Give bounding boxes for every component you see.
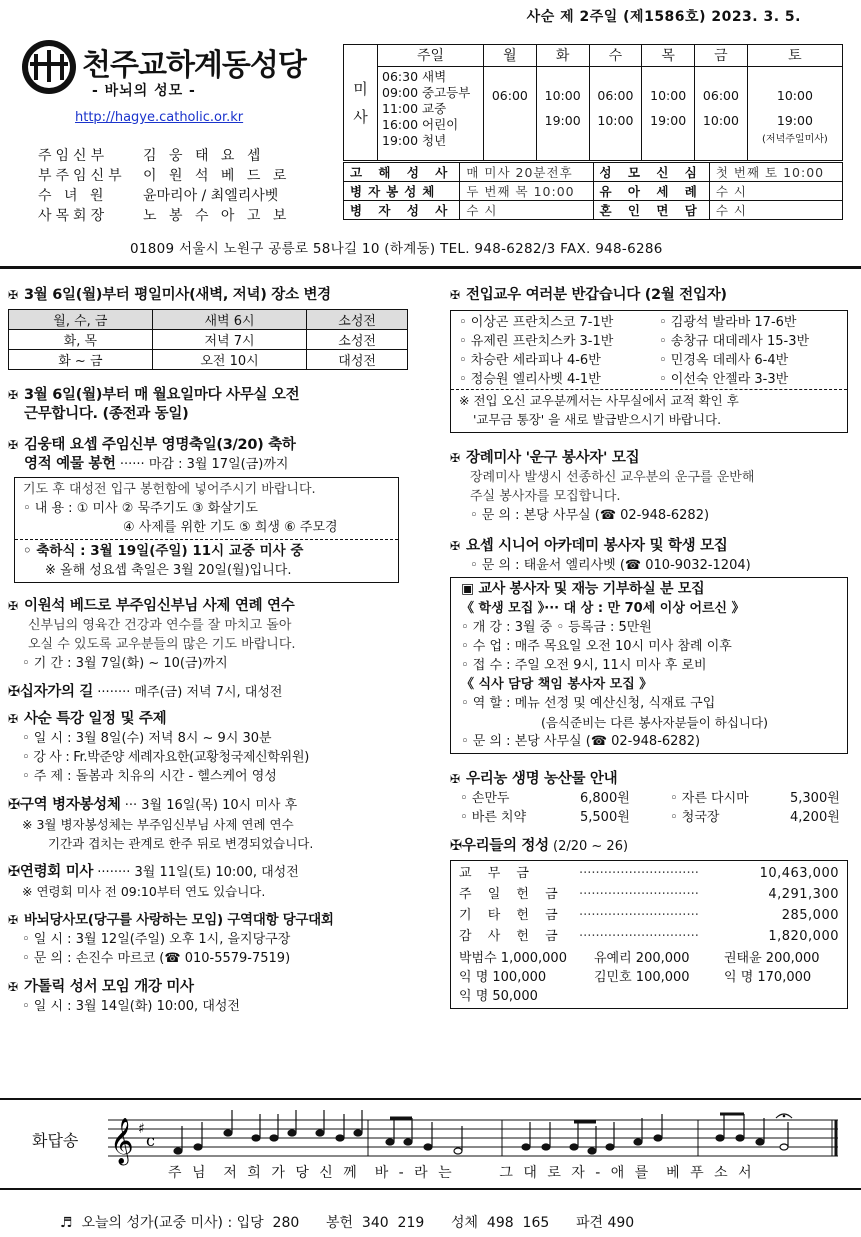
section-title: ✠ 전입교우 여러분 반갑습니다 (2월 전입자) bbox=[450, 287, 727, 303]
section-title: ✠ 우리농 생명 농산물 안내 bbox=[450, 771, 618, 787]
left-column bbox=[8, 286, 413, 1016]
text-line: 주실 봉사자를 모집합니다. bbox=[470, 489, 621, 504]
text-line: 기간과 겹치는 관계로 한주 뒤로 변경되었습니다. bbox=[48, 836, 314, 851]
staff-row bbox=[38, 165, 328, 185]
day-header: 금 bbox=[695, 45, 748, 67]
text-line: 신부님의 영육간 건강과 연수를 잘 마치고 돌아 bbox=[28, 618, 292, 633]
newcomers-box: ◦ 이상곤 프란치스코 7-1반 ◦ 김광석 발라바 17-6반 ◦ 유제린 프란치스카 3-1반 ◦ 송창규 대데레사 15-3반 ◦ 차승란 세라피나 4-6반 ◦ 민경옥 데레사 6-4반 ◦ 정승원 엘리사벳 4-1반 ◦ 이선숙 안젤라 3-3반 ※ 전입 오신 교우분께서는 사무실에서 교적 확인 후 '교무금 통장' 을 새로 발급받으시기 바랍니다. bbox=[450, 310, 848, 433]
cross-bullet-icon: ✠ bbox=[8, 438, 18, 452]
right-column bbox=[450, 286, 855, 1009]
text-line: 장례미사 발생시 선종하신 교우분의 운구를 운반해 bbox=[470, 470, 755, 485]
text-line: ◦ 문 의 : 본당 사무실 (☎ 02-948-6282) bbox=[470, 508, 710, 523]
friday-times: 06:00 10:00 bbox=[695, 67, 748, 161]
section-title: ✠우리들의 정성 (2/20 ~ 26) bbox=[450, 838, 629, 854]
svg-text:c: c bbox=[146, 1131, 155, 1150]
text-line: ※ 3월 병자봉성체는 부주임신부님 사제 연례 연수 bbox=[22, 817, 294, 832]
text-line: ◦ 주 제 : 돌봄과 치유의 시간 - 헬스케어 영성 bbox=[22, 769, 277, 784]
music-staff bbox=[108, 1110, 843, 1166]
section-title-cont: 영적 예물 봉헌 ······ 마감 : 3월 17일(금)까지 bbox=[24, 456, 289, 472]
psalm-response-section bbox=[0, 1098, 861, 1190]
day-header: 토 bbox=[747, 45, 842, 67]
section-title: ✠십자가의 길 ········ 매주(금) 저녁 7시, 대성전 bbox=[8, 684, 283, 700]
website-link[interactable]: http://hagye.catholic.or.kr bbox=[75, 110, 244, 125]
text-line: ※ 연령회 미사 전 09:10부터 연도 있습니다. bbox=[22, 884, 266, 899]
section-title: ✠ 가톨릭 성서 모임 개강 미사 bbox=[8, 979, 194, 995]
donor-row: 박범수 1,000,000 유예리 200,000 권태윤 200,000 bbox=[459, 951, 820, 966]
staff-row bbox=[38, 185, 328, 205]
staff-role: 주임신부 bbox=[38, 148, 109, 164]
cross-bullet-icon: ✠ bbox=[8, 913, 18, 927]
venue-change-table: 월, 수, 금 새벽 6시 소성전 화, 목 저녁 7시 소성전 화 ~ 금 오전 10시 대성전 bbox=[8, 309, 408, 370]
cross-bullet-icon: ✠ bbox=[8, 684, 20, 700]
cross-bullet-icon: ✠ bbox=[450, 288, 460, 302]
psalm-lyrics: 주 님 저 희 가 당 신 께 바 - 라 는 그 대 로 자 - 애 를 베 푸 소 서 bbox=[168, 1165, 755, 1181]
text-line: ◦ 일 시 : 3월 12일(주일) 오후 1시, 을지당구장 bbox=[22, 932, 291, 947]
offering-box: 기도 후 대성전 입구 봉헌함에 넣어주시기 바랍니다. ◦ 내 용 : ① 미사 ② 묵주기도 ③ 화살기도 ④ 사제를 위한 기도 ⑤ 희생 ⑥ 주모경 ◦ 축하식 : 3월 19일(주일) 11시 교중 미사 중 ※ 올해 성요셉 축일은 3월 20일(월)입니다. bbox=[14, 477, 399, 583]
staff-row bbox=[38, 205, 328, 225]
thursday-times: 10:00 19:00 bbox=[642, 67, 695, 161]
staff-name: 윤마리아 / 최엘리사벳 bbox=[143, 188, 279, 204]
text-line: ◦ 일 시 : 3월 14일(화) 10:00, 대성전 bbox=[22, 999, 240, 1014]
produce-row: ◦ 바른 치약 5,500원 ◦ 청국장 4,200원 bbox=[460, 810, 840, 825]
staff-role: 부주임신부 bbox=[38, 168, 126, 184]
staff-name: 노 봉 수 아 고 보 bbox=[143, 208, 291, 224]
church-logo bbox=[22, 38, 332, 98]
mass-side-label: 미 사 bbox=[344, 45, 378, 161]
cross-bullet-icon: ✠ bbox=[8, 797, 20, 813]
text-line: ◦ 일 시 : 3월 8일(수) 저녁 8시 ~ 9시 30분 bbox=[22, 731, 272, 746]
sacraments-table: 고 해 성 사 매 미사 20분전후 성 모 신 심 첫 번째 토 10:00 병자봉성체 두 번째 목 10:00 유 아 세 례 수 시 병 자 성 사 수 시 혼 인 면 담 수 시 bbox=[343, 162, 843, 220]
section-title: ✠ 김웅태 요셉 주임신부 영명축일(3/20) 축하 bbox=[8, 437, 296, 453]
issue-info: 사순 제 2주일 (제1586호) 2023. 3. 5. bbox=[526, 9, 801, 25]
produce-row: ◦ 손만두 6,800원 ◦ 자른 다시마 5,300원 bbox=[460, 791, 840, 806]
section-title: ✠ 3월 6일(월)부터 매 월요일마다 사무실 오전 bbox=[8, 387, 300, 403]
section-title: ✠ 3월 6일(월)부터 평일미사(새벽, 저녁) 장소 변경 bbox=[8, 287, 331, 303]
section-title-cont: 근무합니다. (종전과 동일) bbox=[24, 406, 189, 422]
staff-row bbox=[38, 145, 328, 165]
header-divider bbox=[0, 266, 861, 269]
day-header: 주일 bbox=[378, 45, 484, 67]
church-subtitle: - 바뇌의 성모 - bbox=[92, 83, 196, 99]
text-line: ◦ 문 의 : 손진수 마르코 (☎ 010-5579-7519) bbox=[22, 951, 291, 966]
text-line: ◦ 강 사 : Fr.박준양 세례자요한(교황청국제신학위원) bbox=[22, 750, 309, 765]
staff-role: 수 녀 원 bbox=[38, 188, 108, 204]
offerings-box: 교 무 금 ····························· 10,463,000 주 일 헌 금 ····························· 4,291,300 기 타 헌 금 ····························· 285,000 감 사 헌 금 ····························· 1,820,000 박범수 1,000,000 유예리 200,000 권태윤 200,000 익 명 100,000 김민호 100,000 익 명 170,000 익 명 50,000 bbox=[450, 860, 848, 1009]
day-header: 목 bbox=[642, 45, 695, 67]
cross-bullet-icon: ✠ bbox=[450, 838, 462, 854]
saturday-times: 10:00 19:00 (저녁주일미사) bbox=[747, 67, 842, 161]
section-title: ✠ 장례미사 '운구 봉사자' 모집 bbox=[450, 450, 640, 466]
day-header: 월 bbox=[484, 45, 537, 67]
text-line: ◦ 기 간 : 3월 7일(화) ~ 10(금)까지 bbox=[22, 656, 228, 671]
day-header: 수 bbox=[589, 45, 642, 67]
church-emblem-icon bbox=[22, 40, 76, 94]
wednesday-times: 06:00 10:00 bbox=[589, 67, 642, 161]
svg-text:𝄞: 𝄞 bbox=[110, 1118, 134, 1164]
cross-bullet-icon: ✠ bbox=[450, 772, 460, 786]
cross-bullet-icon: ✠ bbox=[8, 864, 20, 880]
section-title: ✠구역 병자봉성체 ··· 3월 16일(목) 10시 미사 후 bbox=[8, 797, 298, 813]
text-line: 오실 수 있도록 교우분들의 많은 기도 바랍니다. bbox=[28, 637, 296, 652]
monday-times: 06:00 bbox=[484, 67, 537, 161]
hymn-numbers: ♬ 오늘의 성가(교중 미사) : 입당 280 봉헌 340 219 성체 498 165 파견 490 bbox=[60, 1215, 635, 1231]
cross-bullet-icon: ✠ bbox=[8, 288, 18, 302]
psalm-label: 화답송 bbox=[32, 1131, 79, 1150]
cross-bullet-icon: ✠ bbox=[450, 451, 460, 465]
address-line: 01809 서울시 노원구 공릉로 58나길 10 (하계동) TEL. 948-6282/3 FAX. 948-6286 bbox=[130, 241, 663, 257]
staff-name: 이 원 석 베 드 로 bbox=[143, 168, 291, 184]
section-title: ✠ 요셉 시니어 아카데미 봉사자 및 학생 모집 bbox=[450, 538, 728, 554]
sunday-times: 06:30 새벽 09:00 중고등부 11:00 교중 16:00 어린이 19:00 청년 bbox=[378, 67, 484, 161]
volunteer-box: ▣ 교사 봉사자 및 재능 기부하실 분 모집 《 학생 모집 》··· 대 상 : 만 70세 이상 어르신 》 ◦ 개 강 : 3월 중 ◦ 등록금 : 5만원 ◦ 수 업 : 매주 목요일 오전 10시 미사 참례 이후 ◦ 접 수 : 주일 오전 9시, 11시 미사 후 로비 《 식사 담당 책임 봉사자 모집 》 ◦ 역 할 : 메뉴 선정 및 예산신청, 식재료 구입 (음식준비는 다른 봉사자분들이 하십니다) ◦ 문 의 : 본당 사무실 (☎ 02-948-6282) bbox=[450, 577, 848, 754]
church-name: 천주교하계동성당 bbox=[82, 48, 306, 83]
staff-name: 김 웅 태 요 셉 bbox=[143, 148, 265, 164]
section-title: ✠연령회 미사 ········ 3월 11일(토) 10:00, 대성전 bbox=[8, 864, 299, 880]
cross-bullet-icon: ✠ bbox=[8, 712, 18, 726]
staff-role: 사목회장 bbox=[38, 208, 109, 224]
section-title: ✠ 이원석 베드로 부주임신부님 사제 연례 연수 bbox=[8, 598, 295, 614]
cross-bullet-icon: ✠ bbox=[8, 599, 18, 613]
section-title: ✠ 바뇌당사모(당구를 사랑하는 모임) 구역대항 당구대회 bbox=[8, 912, 334, 928]
cross-bullet-icon: ✠ bbox=[8, 980, 18, 994]
donor-row: 익 명 50,000 bbox=[459, 989, 538, 1004]
tuesday-times: 10:00 19:00 bbox=[536, 67, 589, 161]
svg-text:♯: ♯ bbox=[138, 1121, 145, 1137]
mass-schedule-table bbox=[343, 44, 843, 161]
cross-bullet-icon: ✠ bbox=[8, 388, 18, 402]
text-line: ◦ 문 의 : 태윤서 엘리사벳 (☎ 010-9032-1204) bbox=[470, 558, 751, 573]
cross-bullet-icon: ✠ bbox=[450, 539, 460, 553]
day-header: 화 bbox=[536, 45, 589, 67]
section-title: ✠ 사순 특강 일정 및 주제 bbox=[8, 711, 167, 727]
donor-row: 익 명 100,000 김민호 100,000 익 명 170,000 bbox=[459, 970, 812, 985]
